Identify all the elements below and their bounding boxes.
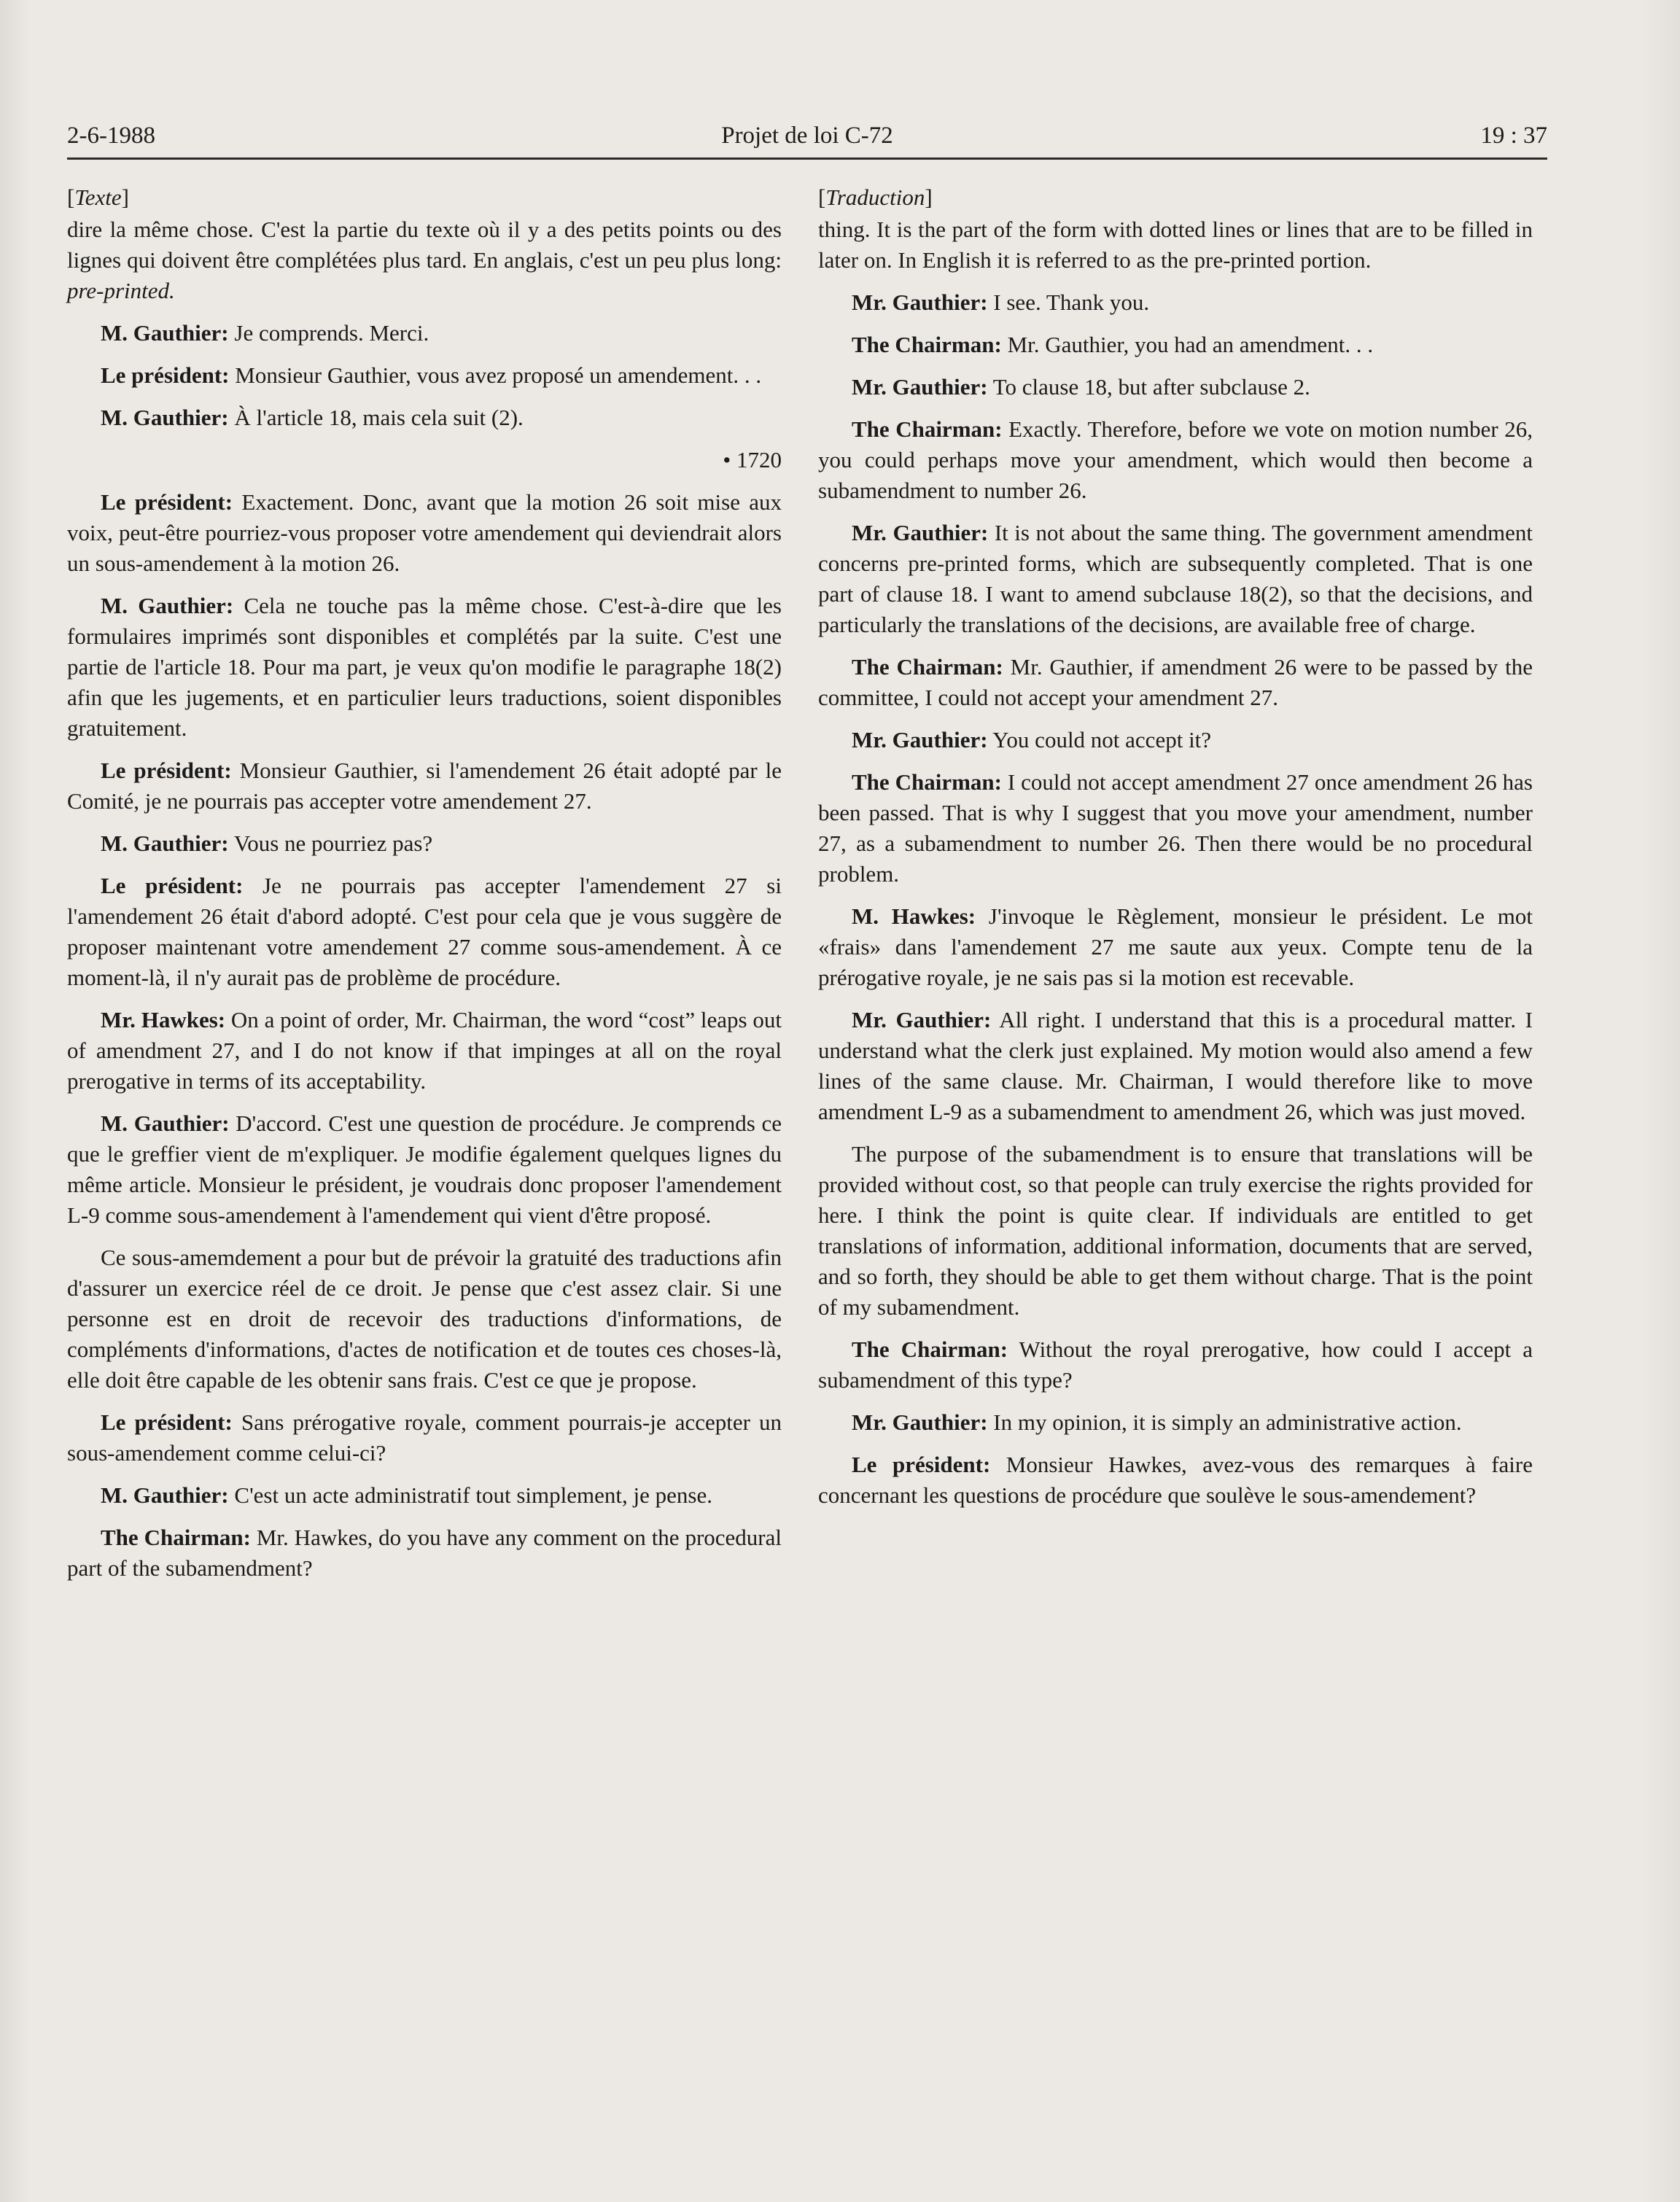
speaker-name: Mr. Gauthier:: [852, 1409, 988, 1435]
speech-paragraph: [818, 1139, 1533, 1323]
speaker-name: Mr. Gauthier:: [852, 1007, 992, 1032]
speech-paragraph: [67, 1522, 782, 1584]
speaker-name: Le président:: [101, 362, 230, 388]
speech-text: I could not accept amendment 27 once amendment 26 has been passed. That is why I suggest that you move your amendment, number 27, as a subamendment to number 26. Then there would be no procedural problem.: [818, 769, 1533, 887]
speaker-name: Le président:: [852, 1452, 991, 1477]
speech-paragraph: [67, 1480, 782, 1511]
speaker-name: The Chairman:: [852, 654, 1003, 680]
speech-text: Sans prérogative royale, comment pourrais-je accepter un sous-amendement comme celui-ci?: [67, 1409, 782, 1466]
speaker-name: Le président:: [101, 489, 233, 515]
speaker-name: The Chairman:: [852, 416, 1003, 442]
column-label: [Texte]: [67, 184, 129, 210]
speech-text: You could not accept it?: [987, 727, 1212, 752]
speaker-name: The Chairman:: [852, 332, 1002, 357]
speech-text: Mr. Gauthier, if amendment 26 were to be passed by the committee, I could not accept your amendment 27.: [818, 654, 1533, 710]
speech-text: Monsieur Gauthier, vous avez proposé un amendement. . .: [229, 362, 762, 388]
speaker-name: Mr. Gauthier:: [852, 727, 988, 752]
speech-text: On a point of order, Mr. Chairman, the word “cost” leaps out of amendment 27, and I do not know if that impinges at all on the royal prerogative in terms of its acceptability.: [67, 1007, 782, 1094]
speech-paragraph: [818, 518, 1533, 640]
speech-text: Monsieur Gauthier, si l'amendement 26 était adopté par le Comité, je ne pourrais pas accepter votre amendement 27.: [67, 758, 782, 814]
speech-paragraph: [67, 1005, 782, 1097]
speaker-name: M. Gauthier:: [101, 1482, 229, 1508]
speech-text: D'accord. C'est une question de procédure. Je comprends ce que le greffier vient de m'expliquer. Je modifie également quelques lignes du même article. Monsieur le président, je voudrais donc proposer l'amendement L-9 comme sous-amendement à l'amendement qui vient d'être proposé.: [67, 1110, 782, 1228]
speaker-name: M. Gauthier:: [101, 830, 229, 856]
speech-text: Ce sous-amemdement a pour but de prévoir la gratuité des traductions afin d'assurer un exercice réel de ce droit. Je pense que c'est assez clair. Si une personne est en droit de recevoir des traductions d'informations, de compléments d'informations, d'actes de notification et de toutes ces choses-là, elle doit être capable de les obtenir sans frais. C'est ce que je propose.: [67, 1245, 782, 1393]
speech-paragraph: [818, 767, 1533, 890]
speech-text: Vous ne pourriez pas?: [228, 830, 433, 856]
speaker-name: Le président:: [101, 1409, 233, 1435]
speech-paragraph: [818, 372, 1533, 402]
speech-text: Mr. Hawkes, do you have any comment on the procedural part of the subamendment?: [67, 1525, 782, 1581]
continuation-paragraph: thing. It is the part of the form with dotted lines or lines that are to be filled in later on. In English it is referred to as the pre-printed portion.: [818, 217, 1533, 273]
speech-paragraph: [818, 652, 1533, 713]
speech-text: It is not about the same thing. The government amendment concerns pre-printed forms, which are subsequently completed. That is one part of clause 18. I want to amend subclause 18(2), so that the decisions, and particularly the translations of the decisions, are available free of charge.: [818, 520, 1533, 637]
header-rule: [67, 157, 1547, 160]
speech-text: À l'article 18, mais cela suit (2).: [228, 405, 524, 430]
left-paragraphs: [67, 318, 782, 1584]
speech-text: The purpose of the subamendment is to ensure that translations will be provided without cost, so that people can truly exercise the rights provided for here. I think the point is quite clear. If individuals are entitled to get translations of information, additional information, documents that are served, and so forth, they should be able to get them without charge. That is the point of my subamendment.: [818, 1141, 1533, 1320]
speech-paragraph: [67, 318, 782, 349]
speech-paragraph: [67, 871, 782, 993]
right-column-english: [818, 182, 1533, 1522]
page-header: [67, 122, 1547, 159]
speech-paragraph: [67, 402, 782, 433]
speech-text: Exactement. Donc, avant que la motion 26 soit mise aux voix, peut-être pourriez-vous proposer votre amendement qui deviendrait alors un sous-amendement à la motion 26.: [67, 489, 782, 576]
speaker-name: M. Gauthier:: [101, 405, 229, 430]
speech-paragraph: [818, 1450, 1533, 1511]
speaker-name: Mr. Gauthier:: [852, 289, 988, 315]
speech-paragraph: [818, 901, 1533, 993]
speech-paragraph: [818, 1334, 1533, 1396]
speech-text: Monsieur Hawkes, avez-vous des remarques à faire concernant les questions de procédure que soulève le sous-amendement?: [818, 1452, 1533, 1508]
speech-text: J'invoque le Règlement, monsieur le président. Le mot «frais» dans l'amendement 27 me saute aux yeux. Compte tenu de la prérogative royale, je ne sais pas si la motion est recevable.: [818, 903, 1533, 990]
speaker-name: Le président:: [101, 873, 244, 898]
speech-paragraph: [818, 287, 1533, 318]
speech-paragraph: [67, 755, 782, 817]
speech-paragraph: [67, 1108, 782, 1231]
speech-paragraph: [67, 591, 782, 744]
speech-text: Je ne pourrais pas accepter l'amendement 27 si l'amendement 26 était d'abord adopté. C'est pour cela que je vous suggère de proposer maintenant votre amendement 27 comme sous-amendement. À ce moment-là, il n'y aurait pas de problème de procédure.: [67, 873, 782, 990]
speaker-name: The Chairman:: [852, 769, 1002, 795]
speaker-name: The Chairman:: [101, 1525, 251, 1550]
speaker-name: M. Hawkes:: [852, 903, 976, 929]
speech-text: Cela ne touche pas la même chose. C'est-à-dire que les formulaires imprimés sont disponibles et complétés par la suite. C'est une partie de l'article 18. Pour ma part, je veux qu'on modifie le paragraphe 18(2) afin que les jugements, et en particulier leurs traductions, soient disponibles gratuitement.: [67, 593, 782, 741]
speech-text: Without the royal prerogative, how could I accept a subamendment of this type?: [818, 1337, 1533, 1393]
speech-text: All right. I understand that this is a procedural matter. I understand what the clerk just explained. My motion would also amend a few lines of the same clause. Mr. Chairman, I would therefore like to move amendment L-9 as a subamendment to amendment 26, which was just moved.: [818, 1007, 1533, 1124]
speech-text: To clause 18, but after subclause 2.: [987, 374, 1310, 400]
speaker-name: Le président:: [101, 758, 232, 783]
column-label: [Traduction]: [818, 184, 933, 210]
speaker-name: Mr. Gauthier:: [852, 520, 989, 545]
speaker-name: M. Gauthier:: [101, 593, 234, 618]
right-paragraphs: [818, 287, 1533, 1511]
speech-text: Mr. Gauthier, you had an amendment. . .: [1001, 332, 1374, 357]
speech-paragraph: [818, 414, 1533, 506]
speaker-name: Mr. Hawkes:: [101, 1007, 226, 1032]
speech-paragraph: [67, 487, 782, 579]
speech-paragraph: [818, 1005, 1533, 1127]
speaker-name: Mr. Gauthier:: [852, 374, 988, 400]
speech-paragraph: [67, 360, 782, 391]
speech-text: In my opinion, it is simply an administrative action.: [987, 1409, 1462, 1435]
speech-paragraph: [818, 1407, 1533, 1438]
speaker-name: The Chairman:: [852, 1337, 1008, 1362]
speech-text: I see. Thank you.: [987, 289, 1150, 315]
left-column-french: [67, 182, 782, 1595]
speech-paragraph: [67, 828, 782, 859]
header-title: Projet de loi C-72: [721, 122, 893, 149]
header-date: 2-6-1988: [67, 122, 155, 149]
speech-text: Je comprends. Merci.: [228, 320, 429, 346]
continuation-paragraph: dire la même chose. C'est la partie du texte où il y a des petits points ou des lignes qui doivent être complétées plus tard. En anglais, c'est un peu plus long: pre-printed.: [67, 217, 782, 303]
timestamp: • 1720: [723, 447, 782, 472]
speech-paragraph: [818, 725, 1533, 755]
speech-paragraph: [67, 1407, 782, 1468]
emphasis-text: pre-printed.: [67, 278, 175, 303]
speech-paragraph: [67, 1242, 782, 1396]
speaker-name: M. Gauthier:: [101, 1110, 230, 1136]
speech-paragraph: [818, 330, 1533, 360]
speech-text: C'est un acte administratif tout simplement, je pense.: [228, 1482, 712, 1508]
speech-text: Exactly. Therefore, before we vote on motion number 26, you could perhaps move your amendment, which would then become a subamendment to number 26.: [818, 416, 1533, 503]
speaker-name: M. Gauthier:: [101, 320, 229, 346]
header-page-number: 19 : 37: [1480, 122, 1547, 149]
